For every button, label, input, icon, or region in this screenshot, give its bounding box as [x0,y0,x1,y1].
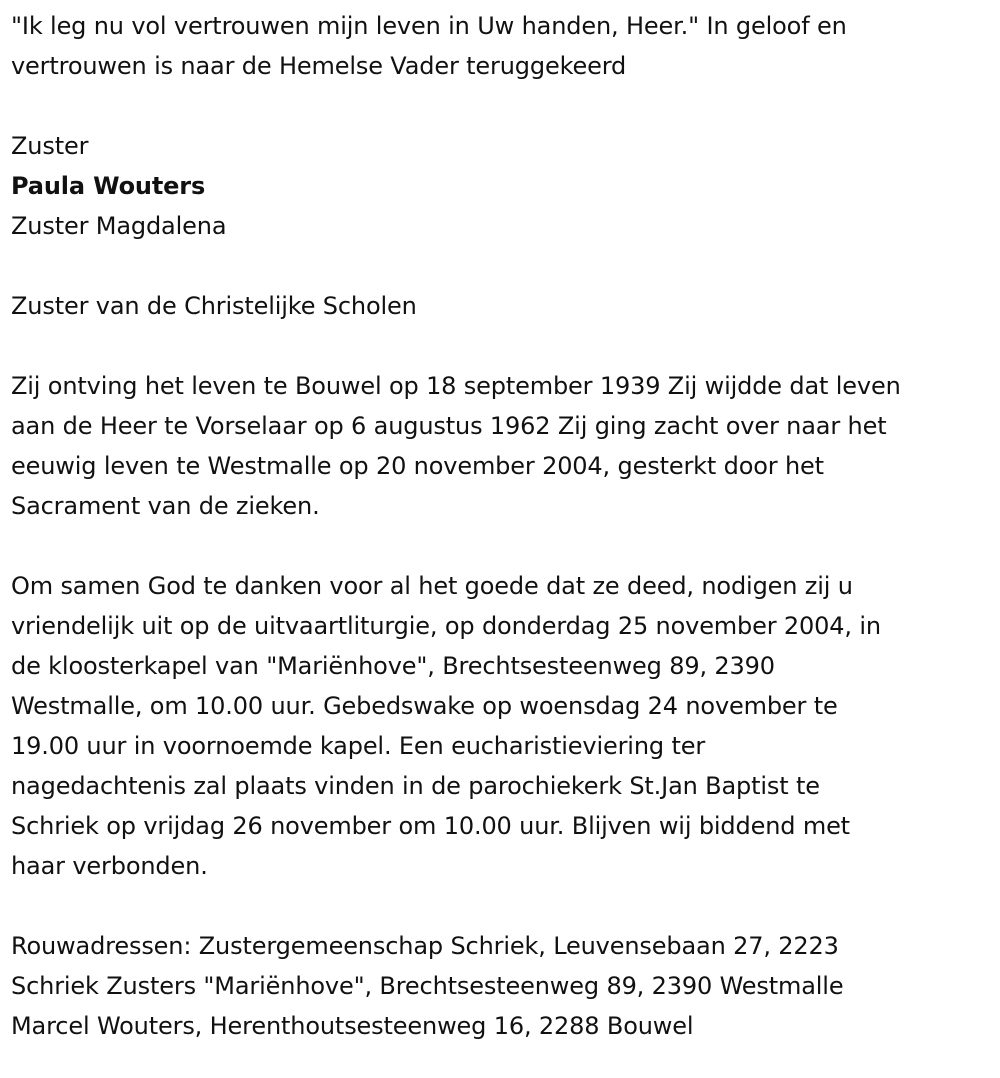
life-line: aan de Heer te Vorselaar op 6 augustus 1962 Zij ging zacht over naar het [11,412,887,440]
spacer [11,86,1000,126]
spacer [11,246,1000,286]
name-block [11,126,1000,246]
life-paragraph [11,366,1000,526]
condolence-addresses [11,926,1000,1046]
invitation-line: nagedachtenis zal plaats vinden in de parochiekerk St.Jan Baptist te [11,772,820,800]
religious-name: Zuster Magdalena [11,212,227,240]
invitation-line: vriendelijk uit op de uitvaartliturgie, op donderdag 25 november 2004, in [11,612,881,640]
intro-quote [11,6,1000,86]
title-label: Zuster [11,132,89,160]
invitation-line: haar verbonden. [11,852,208,880]
invitation-line: Om samen God te danken voor al het goede dat ze deed, nodigen zij u [11,572,853,600]
address-line: Rouwadressen: Zustergemeenschap Schriek, Leuvensebaan 27, 2223 [11,932,839,960]
intro-line: vertrouwen is naar de Hemelse Vader teruggekeerd [11,52,627,80]
invitation-line: 19.00 uur in voornoemde kapel. Een eucharistieviering ter [11,732,706,760]
invitation-paragraph [11,566,1000,886]
life-line: Sacrament van de zieken. [11,492,320,520]
spacer [11,326,1000,366]
spacer [11,526,1000,566]
invitation-line: de kloosterkapel van "Mariënhove", Brechtsesteenweg 89, 2390 [11,652,775,680]
life-line: eeuwig leven te Westmalle op 20 november 2004, gesterkt door het [11,452,824,480]
deceased-name: Paula Wouters [11,172,206,200]
congregation [11,286,1000,326]
life-line: Zij ontving het leven te Bouwel op 18 september 1939 Zij wijdde dat leven [11,372,901,400]
address-line: Schriek Zusters "Mariënhove", Brechtsesteenweg 89, 2390 Westmalle [11,972,844,1000]
intro-line: "Ik leg nu vol vertrouwen mijn leven in Uw handen, Heer." In geloof en [11,12,847,40]
invitation-line: Schriek op vrijdag 26 november om 10.00 uur. Blijven wij biddend met [11,812,850,840]
address-line: Marcel Wouters, Herenthoutsesteenweg 16, 2288 Bouwel [11,1012,694,1040]
congregation-name: Zuster van de Christelijke Scholen [11,292,417,320]
invitation-line: Westmalle, om 10.00 uur. Gebedswake op woensdag 24 november te [11,692,838,720]
spacer [11,886,1000,926]
